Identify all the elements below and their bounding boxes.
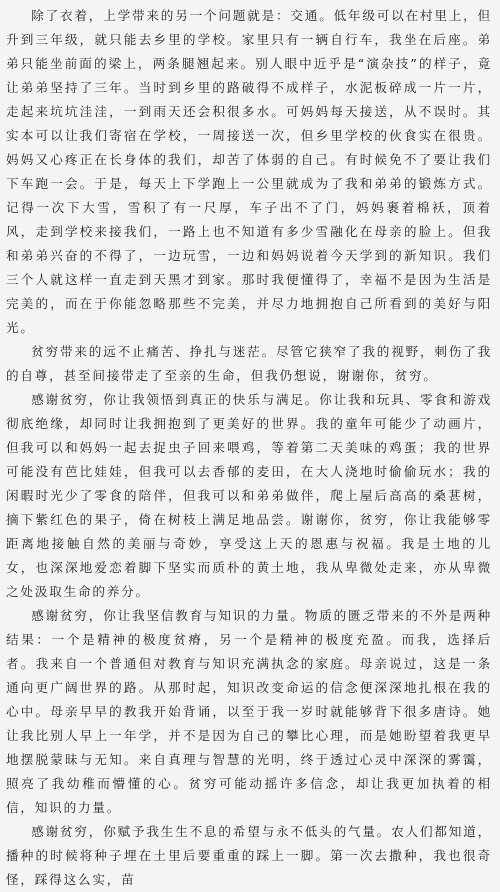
paragraph-transport: 除了衣着，上学带来的另一个问题就是：交通。低年级可以在村里上，但升到三年级，就只能去乡里的学校。家里只有一辆自行车，我坐在后座。弟弟只能坐前面的梁上，两条腿翘起来。别人眼中近乎是“演杂技”的样子，竟让弟弟坚持了三年。当时到乡里的路破得不成样子，水泥板碎成一片一片，走起来坑坑洼洼，一到雨天还会积很多水。可妈妈每天接送，从不误时。其实本可以让我们寄宿在学校，一周接送一次，但乡里学校的伙食实在很贵。妈妈又心疼正在长身体的我们，却苦了体弱的自己。有时候免不了要让我们下车跑一会。于是，每天上下学跑上一公里就成为了我和弟弟的锻炼方式。记得一次下大雪，雪积了有一尺厚，车子出不了门，妈妈裹着棉袄，顶着风，走到学校来接我们，一路上也不知道有多少雪融化在母亲的脸上。但我和弟弟兴奋的不得了，一边玩雪，一边和妈妈说着今天学到的新知识。我们三个人就这样一直走到天黑才到家。那时我便懂得了，幸福不是因为生活是完美的，而在于你能忽略那些不完美，并尽力地拥抱自己所看到的美好与阳光。 <box>6 8 492 335</box>
paragraph-hope: 感谢贫穷，你赋予我生生不息的希望与永不低头的气量。农人们都知道，播种的时候将种子埋在土里后要重重的踩上一脚。第一次去撒种，我也很奇怪，踩得这么实，苗 <box>6 824 492 887</box>
paragraph-happiness: 感谢贫穷，你让我领悟到真正的快乐与满足。你让我和玩具、零食和游戏彻底绝缘，却同时让我拥抱到了更美好的世界。我的童年可能少了动画片，但我可以和妈妈一起去捉虫子回来喂鸡，等着第二天美味的鸡蛋；我的世界可能没有芭比娃娃，但我可以去香郁的麦田，在大人浇地时偷偷玩水；我的闲暇时光少了零食的陪伴，但我可以和弟弟做伴，爬上屋后高高的桑葚树，摘下紫红色的果子，倚在树枝上满足地品尝。谢谢你，贫穷，你让我能够零距离地接触自然的美丽与奇妙，享受这上天的恩惠与祝福。我是土地的儿女，也深深地爱恋着脚下坚实而质朴的黄土地，我从卑微处走来，亦从卑微之处汲取生命的养分。 <box>6 392 492 599</box>
paragraph-poverty-intro: 贫穷带来的远不止痛苦、挣扎与迷茫。尽管它狭窄了我的视野，刺伤了我的自尊，甚至间接带走了至亲的生命，但我仍想说，谢谢你，贫穷。 <box>6 344 492 383</box>
paragraph-education: 感谢贫穷，你让我坚信教育与知识的力量。物质的匮乏带来的不外是两种结果：一个是精神的极度贫瘠，另一个是精神的极度充盈。而我，选择后者。我来自一个普通但对教育与知识充满执念的家庭。母亲说过，这是一条通向更广阔世界的路。从那时起，知识改变命运的信念便深深地扎根在我的心中。母亲早早的教我开始背诵，以至于我一岁时就能够背下很多唐诗。她让我比别人早上一年学，并不是因为自己的攀比心理，而是她盼望着我更早地摆脱蒙昧与无知。来自真理与智慧的光明，终于透过心灵中深深的雾霭，照亮了我幼稚而懵懂的心。贫穷可能动摇许多信念，却让我更加执着的相信，知识的力量。 <box>6 608 492 815</box>
